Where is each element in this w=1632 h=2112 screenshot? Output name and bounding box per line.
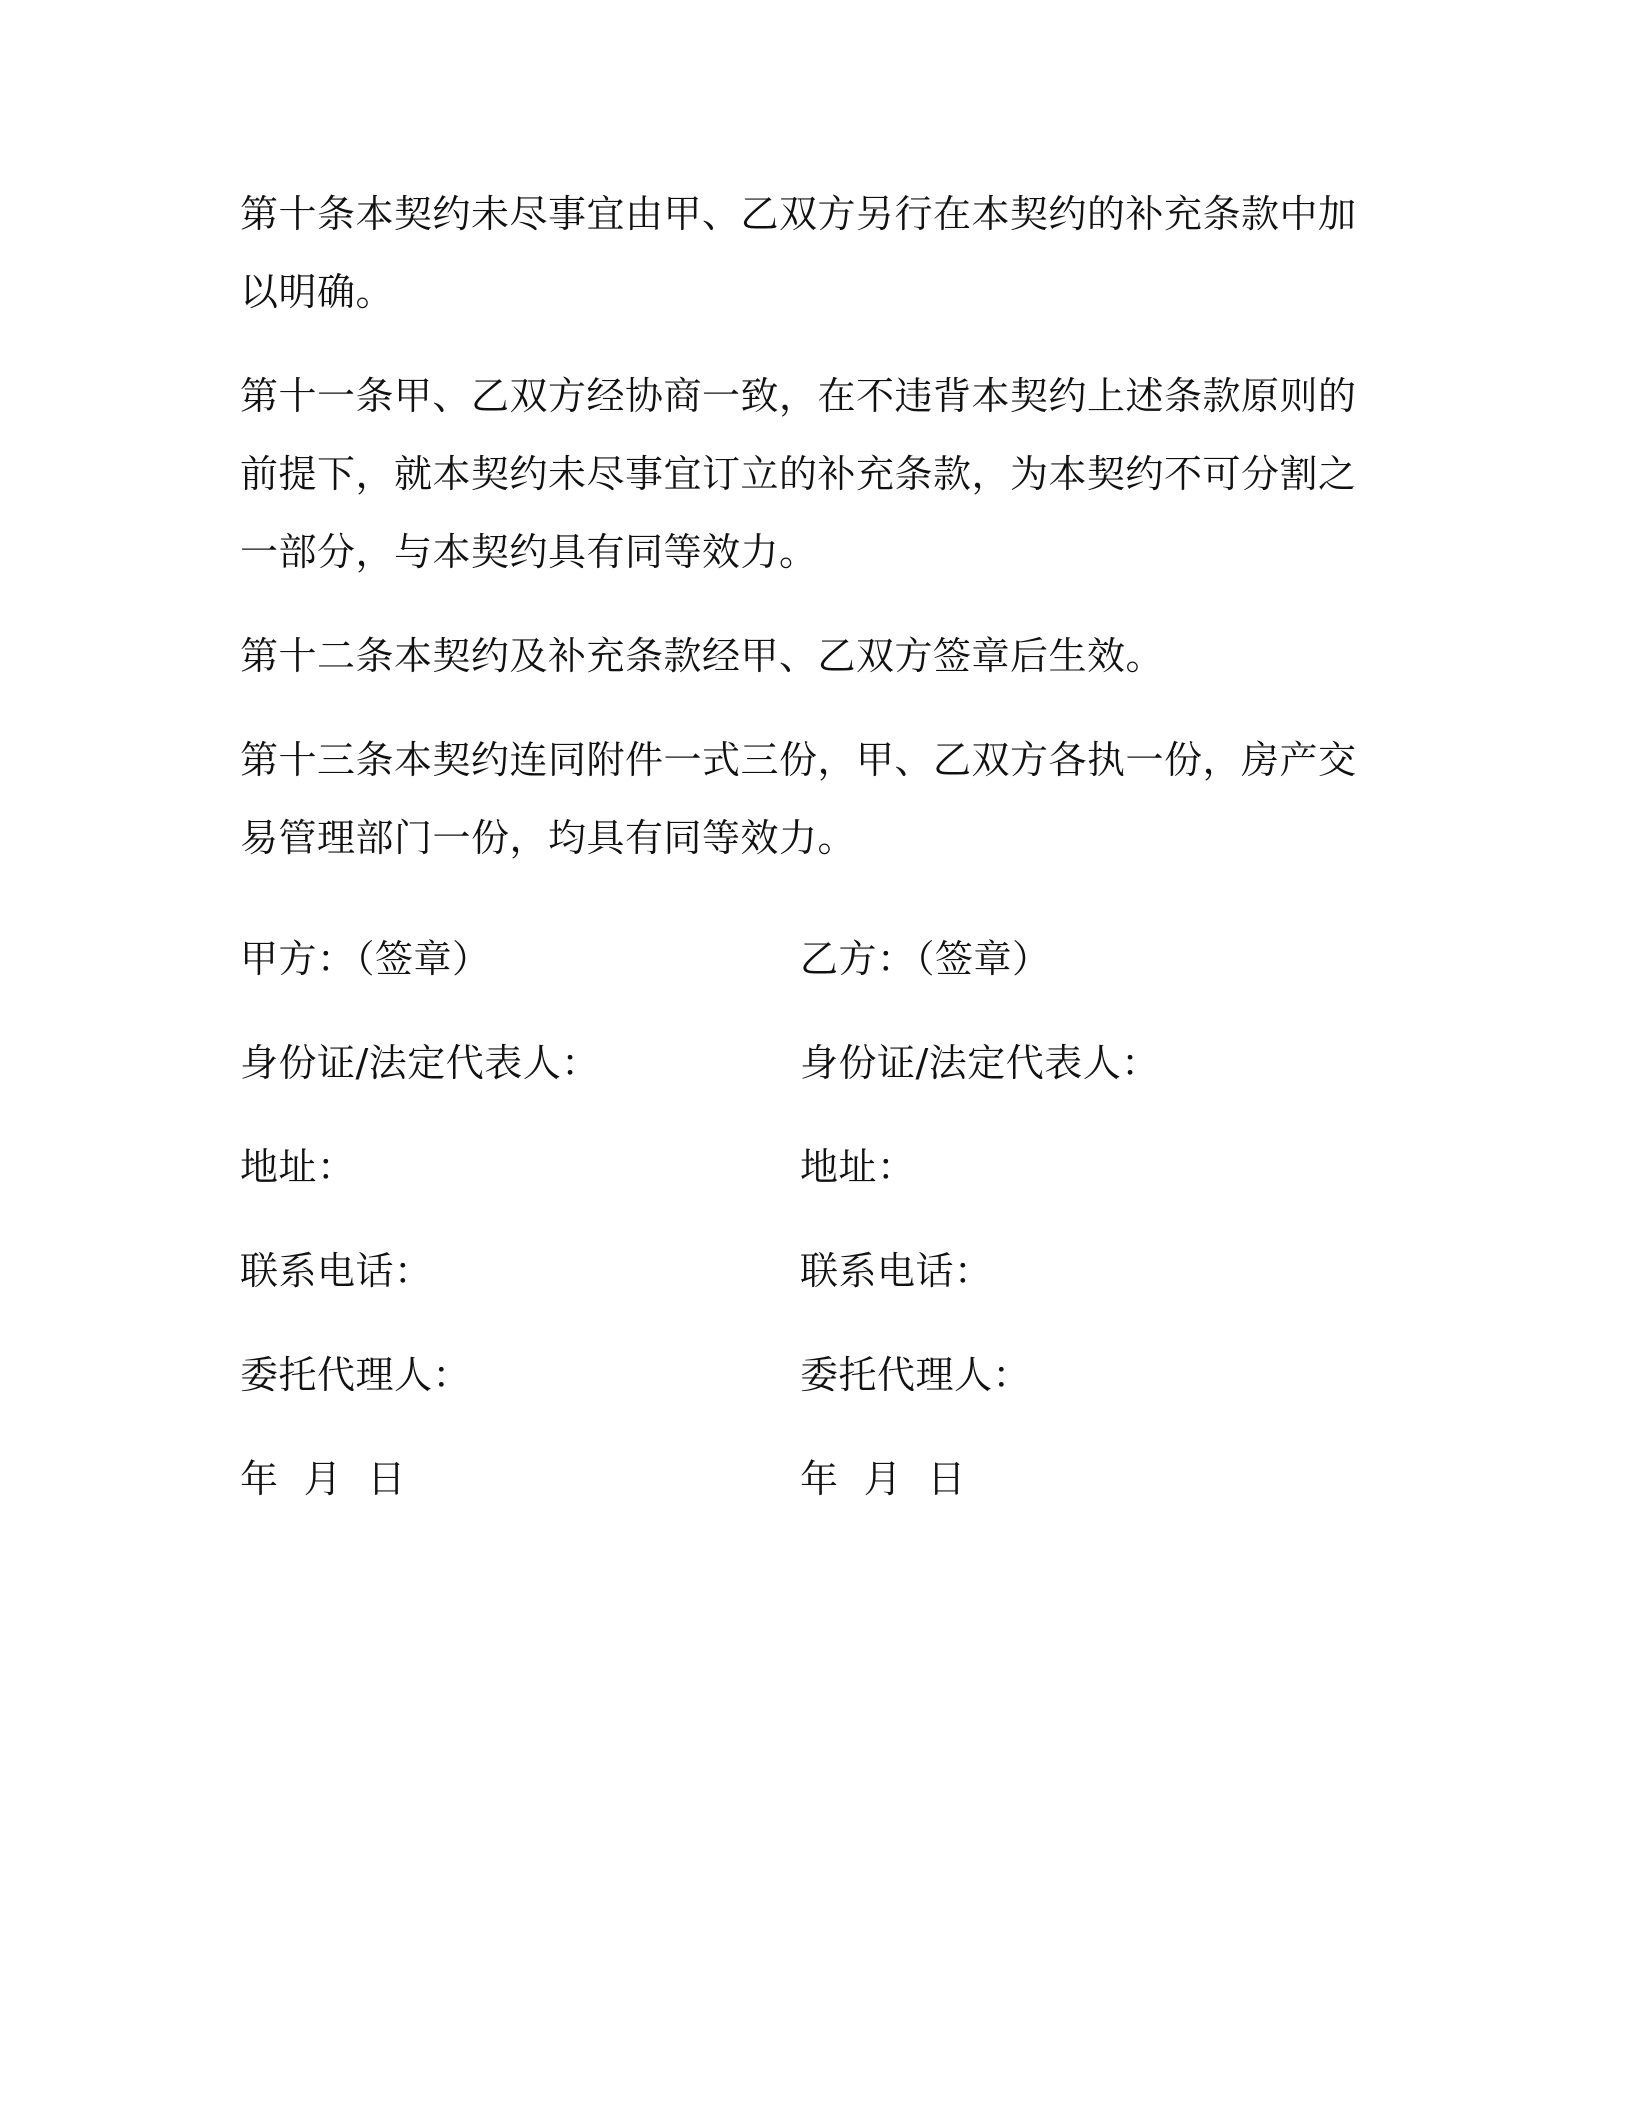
party-b-address: 地址： (800, 1144, 916, 1189)
party-a-agent: 委托代理人： (240, 1352, 472, 1397)
signature-block (240, 903, 1360, 1527)
signature-row-id (240, 1007, 1360, 1111)
party-a-address: 地址： (240, 1144, 356, 1189)
party-a-id: 身份证/法定代表人： (240, 1040, 600, 1085)
signature-row-date (240, 1423, 1360, 1527)
party-b-agent: 委托代理人： (800, 1352, 1032, 1397)
clause-13: 第十三条本契约连同附件一式三份，甲、乙双方各执一份，房产交易管理部门一份，均具有同等效力。 (240, 738, 1357, 860)
party-b-id: 身份证/法定代表人： (800, 1040, 1160, 1085)
clause-12: 第十二条本契约及补充条款经甲、乙双方签章后生效。 (240, 634, 1165, 678)
clause-10: 第十条本契约未尽事宜由甲、乙双方另行在本契约的补充条款中加以明确。 (240, 192, 1357, 314)
party-b-seal: 乙方：（签章） (800, 936, 1051, 981)
clause-11: 第十一条甲、乙双方经协商一致，在不违背本契约上述条款原则的前提下，就本契约未尽事宜订立的补充条款，为本契约不可分割之一部分，与本契约具有同等效力。 (240, 374, 1357, 574)
signature-row-seal (240, 903, 1360, 1007)
signature-row-agent (240, 1319, 1360, 1423)
party-a-date: 年 月 日 (240, 1456, 406, 1501)
party-a-seal: 甲方：（签章） (240, 936, 491, 981)
party-a-phone: 联系电话： (240, 1248, 433, 1293)
signature-row-address (240, 1111, 1360, 1215)
party-b-date: 年 月 日 (800, 1456, 966, 1501)
signature-row-phone (240, 1215, 1360, 1319)
document-body (240, 175, 1360, 1527)
party-b-phone: 联系电话： (800, 1248, 993, 1293)
